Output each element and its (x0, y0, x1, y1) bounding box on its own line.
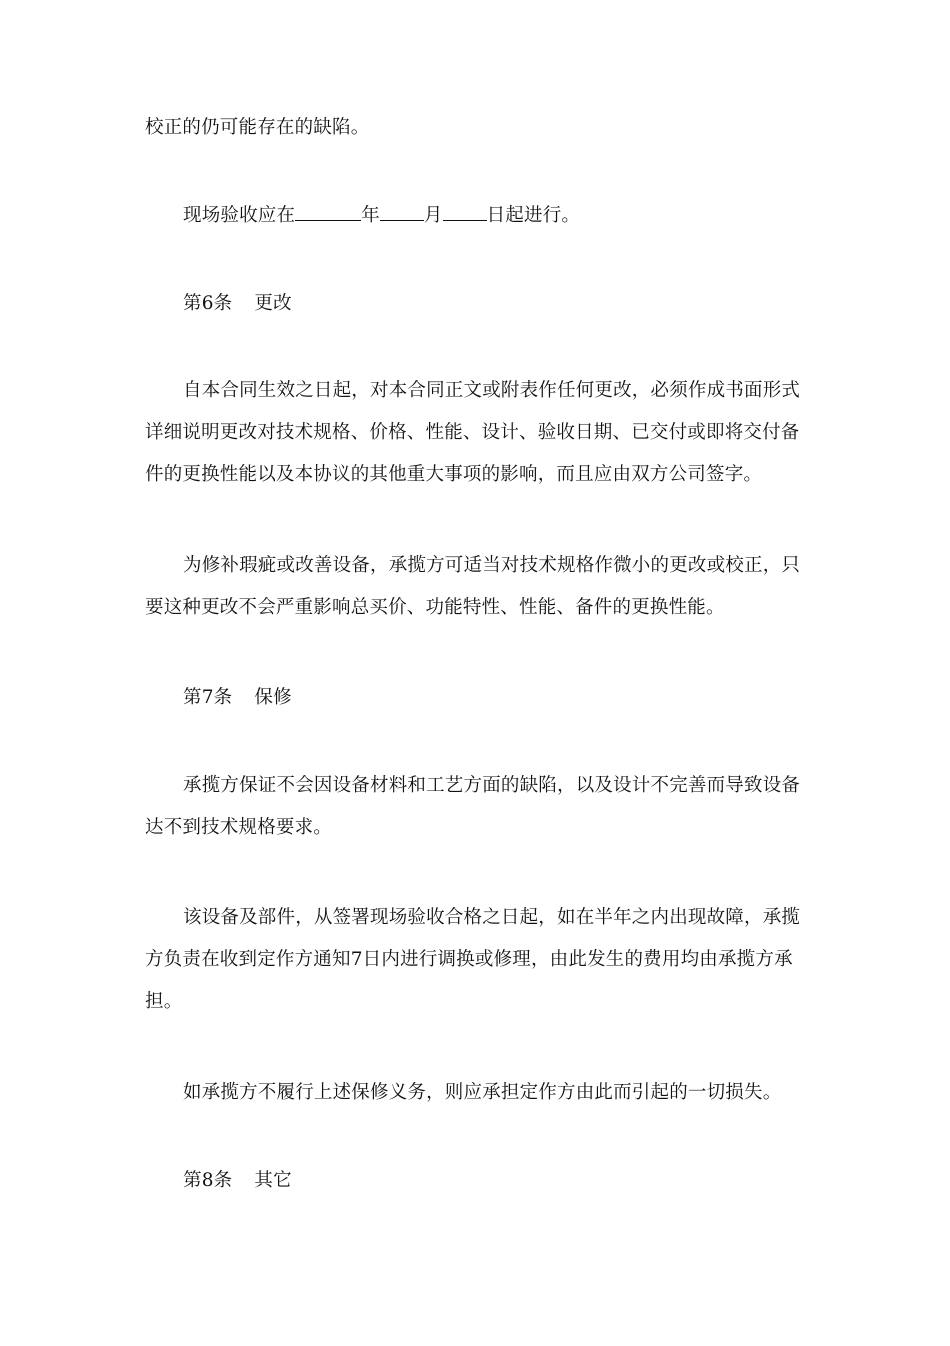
article-7-number: 第7条 (183, 687, 233, 708)
article-6-number: 第6条 (183, 293, 233, 314)
article-8-heading (145, 1160, 815, 1202)
article-7-paragraph-1: 承揽方保证不会因设备材料和工艺方面的缺陷，以及设计不完善而导致设备达不到技术规格要求。 (145, 775, 801, 838)
article-6-paragraph-1: 自本合同生效之日起，对本合同正文或附表作任何更改，必须作成书面形式详细说明更改对技术规格、价格、性能、设计、验收日期、已交付或即将交付备件的更换性能以及本协议的其他重大事项的影响，而且应由双方公司签字。 (145, 380, 801, 485)
acceptance-suffix: 日起进行。 (486, 205, 581, 226)
article-6-heading (145, 283, 815, 325)
article-7-paragraph-2: 该设备及部件，从签署现场验收合格之日起，如在半年之内出现故障，承揽方负责在收到定作方通知7日内进行调换或修理，由此发生的费用均由承揽方承担。 (145, 907, 801, 1012)
article-7-heading (145, 677, 815, 719)
article-8-title: 其它 (254, 1170, 292, 1191)
article-7-paragraph-3: 如承揽方不履行上述保修义务，则应承担定作方由此而引起的一切损失。 (183, 1082, 782, 1103)
year-label: 年 (361, 205, 380, 226)
month-blank (380, 202, 424, 221)
day-blank (443, 202, 487, 221)
year-blank (295, 202, 361, 221)
paragraph-acceptance-date (145, 195, 815, 237)
article-6-paragraph-2: 为修补瑕疵或改善设备，承揽方可适当对技术规格作微小的更改或校正，只要这种更改不会严重影响总买价、功能特性、性能、备件的更换性能。 (145, 555, 801, 618)
article-8-number: 第8条 (183, 1170, 233, 1191)
month-label: 月 (423, 205, 443, 226)
paragraph-continuation: 校正的仍可能存在的缺陷。 (145, 117, 370, 138)
article-6-title: 更改 (254, 293, 292, 314)
acceptance-prefix: 现场验收应在 (183, 205, 296, 226)
article-7-title: 保修 (254, 687, 292, 708)
